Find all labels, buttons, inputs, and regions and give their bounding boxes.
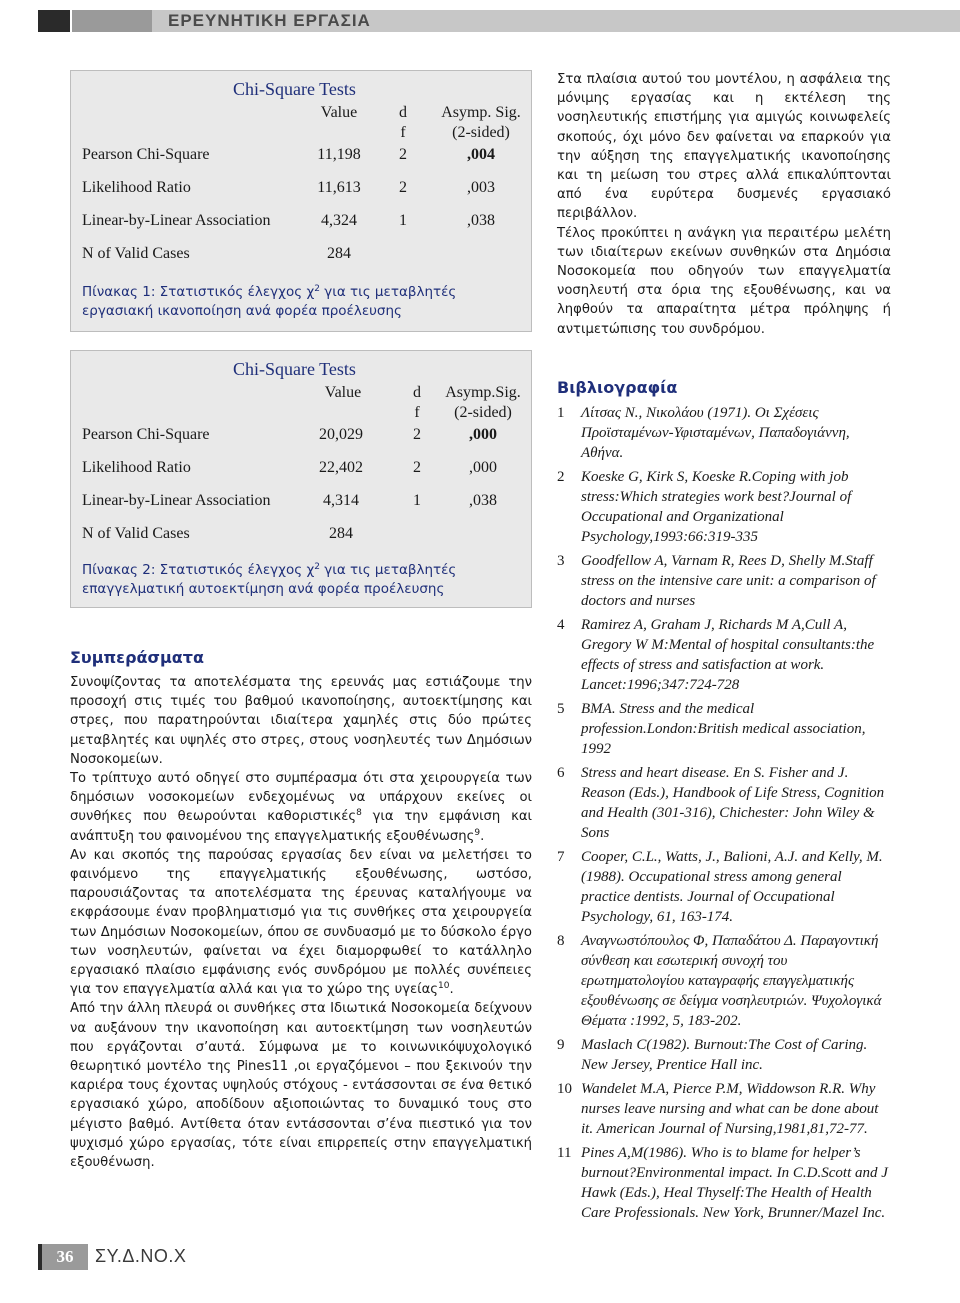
row-label: Pearson Chi-Square (82, 146, 210, 163)
header-dark-block (38, 10, 70, 32)
bibliography-section (557, 378, 892, 1227)
reference-item (557, 403, 892, 463)
bibliography-title: Βιβλιογραφία (557, 378, 678, 397)
row-label: Linear-by-Linear Association (82, 492, 271, 509)
row-df: 1 (413, 492, 421, 509)
chi-square-table-1 (70, 70, 532, 332)
caption-text: για τις μεταβλητές (319, 562, 457, 578)
reference-text: Λίτσας Ν., Νικολάου (1971). Οι Σχέσεις Προϊσταμένων-Υφισταμένων, Παπαδογιάννη, Αθήνα. (581, 405, 850, 461)
table-title: Chi-Square Tests (233, 79, 356, 99)
reference-text: Maslach C(1982). Burnout:The Cost of Caring. New Jersey, Prentice Hall inc. (581, 1037, 868, 1073)
caption-sup: 2 (314, 284, 320, 294)
row-value: 11,198 (317, 146, 361, 163)
reference-text: Goodfellow A, Varnam R, Rees D, Shelly M.Staff stress on the intensive care unit: a comparison of doctors and nurses (581, 553, 876, 609)
row-df: 2 (399, 179, 407, 196)
row-sig: ,000 (469, 459, 497, 476)
row-value: 20,029 (319, 426, 363, 443)
caption-text: Πίνακας 1: Στατιστικός έλεγχος χ (82, 284, 315, 300)
paragraph-text: . (480, 828, 485, 844)
paragraph: Τέλος προκύπτει η ανάγκη για περαιτέρω μελέτη των ιδιαίτερων εκείνων συνθηκών στα Δημόσια Νοσοκομεία που οδηγούν των επαγγελματία νοσηλευτή στα όρια της εξουθένωσης, και να ληφθούν τα απαραίτητα μέτρα πρόληψης ή αντιμετώπισης του συνδρόμου. (557, 225, 891, 337)
reference-text: Cooper, C.L., Watts, J., Balioni, A.J. and Kelly, M. (1988). Occupational stress among general practice dentists. Journal of Occupational Psychology, 61, 163-174. (581, 849, 883, 925)
section-header-title: ΕΡΕΥΝΗΤΙΚΗ ΕΡΓΑΣΙΑ (168, 11, 371, 30)
row-sig: ,000 (469, 426, 497, 443)
row-value: 284 (329, 525, 353, 542)
paragraph: Στα πλαίσια αυτού του μοντέλου, η ασφάλεια της μόνιμης εργασίας και η εκτέλεση της νοσηλευτικής επιστήμης για αμιγώς κοινωφελείς σκοπούς, όχι μόνο δεν φαίνεται να επαρκούν για την αύξηση της επαγγελματικής ικανοποίησης και τη μείωση του στρες αλλά επικαλύπτονται από ένα ευρύτερα δυσμενές εργασιακό περιβάλλον. (557, 72, 891, 222)
reference-text: Stress and heart disease. En S. Fisher and J. Reason (Eds.), Handbook of Life Stress, Cognition and Health (301-316), Chichester: John Wiley & Sons (581, 765, 885, 841)
caption-text: Πίνακας 2: Στατιστικός έλεγχος χ (82, 562, 315, 578)
paragraph: Από την άλλη πλευρά οι συνθήκες στα Ιδιωτικά Νοσοκομεία δείχνουν να αυξάνουν την ικανοποίηση και αυτοεκτίμηση των νοσηλευτών που εργάζονται σ’αυτά. Σύμφωνα με το κοινωνικόψυχολογικό θεωρητικό μοντέλο της Pines11 ,οι εργαζόμενοι – που ξεκινούν την καριέρα τους έχοντας υψηλούς στόχους - εντάσσονται σε ένα θετικό εργασιακό χώρο, αποδίδουν αξιοποιώντας το δυναμικό τους στο μέγιστο βαθμό. Αντίθετα όταν εντάσσονται σ’ένα πιεστικό για τον ψυχισμό χώρο εργασίας, τότε είναι επιρρεπείς στην επαγγελματική εξουθένωση. (70, 1001, 532, 1171)
paragraph-text: Αν και σκοπός της παρούσας εργασίας δεν είναι να μελετήσει το φαινόμενο της επαγγελματικής εξουθένωσης, ωστόσο, παρουσιάζοντας τα αποτελέσματα της έρευνας καταλήγουμε να εκφράσουμε έναν προβληματισμό για τις συνθήκες στα χειρουργεία των Δημόσιων Νοσοκομείων, όπου σε συνδυασμό με το δύσκολο έργο των νοσηλευτών, φαίνεται να έχει διαμορφωθεί το κατάλληλο εργασιακό πλαίσιο εμφάνισης ενός συνδρόμου με πολλές συνέπειες για τον επαγγελματία αλλά και για το χώρο της υγείας (70, 847, 532, 998)
col-header-df-d: d (399, 104, 407, 121)
row-value: 11,613 (317, 179, 361, 196)
col-header-df-d: d (413, 384, 421, 401)
reference-text: Αναγνωστόπουλος Φ, Παπαδάτου Δ. Παραγοντική σύνθεση και εσωτερική συνοχή του ερωτηματολογίου καταγραφής επαγγελματικής εξουθένωσης σε δείγμα νοσηλευτριών. Ψυχολογικά Θέματα :1992, 5, 183-202. (581, 933, 882, 1029)
intro-text (557, 70, 891, 339)
row-value: 22,402 (319, 459, 363, 476)
paragraph (70, 846, 532, 1000)
col-header-df-f: f (400, 124, 406, 141)
row-value: 4,314 (323, 492, 359, 509)
row-sig: ,038 (467, 212, 495, 229)
reference-item (557, 467, 892, 547)
row-sig: ,003 (467, 179, 495, 196)
col-header-sig-sided: (2-sided) (454, 404, 512, 421)
col-header-sig-sided: (2-sided) (452, 124, 510, 141)
caption-text: επαγγελματική αυτοεκτίμηση ανά φορέα προέλευσης (82, 581, 445, 597)
reference-number: 4 (557, 617, 565, 633)
table-title: Chi-Square Tests (233, 359, 356, 379)
reference-number: 11 (557, 1145, 572, 1161)
caption-sup: 2 (314, 562, 320, 572)
conclusions-section (70, 648, 532, 1172)
row-df: 2 (413, 426, 421, 443)
paragraph-text: . (449, 982, 454, 998)
reference-item (557, 615, 892, 695)
reference-number: 6 (557, 765, 565, 781)
reference-text: Pines A,M(1986). Who is to blame for helper’s burnout?Environmental impact. In C.D.Scott and J Hawk (Eds.), Heal Thyself:The Health of Health Care Professionals. New York, Brunner/Mazel Inc. (581, 1145, 888, 1221)
paragraph: Συνοψίζοντας τα αποτελέσματα της ερευνάς μας εστιάζουμε την προσοχή στις τιμές του βαθμού ικανοποίησης, αυτοεκτίμησης και στρες, που παρατηρούνται ιδιαίτερα χαμηλές στις δύο πρώτες μεταβλητές και υψηλές στο στρες, στους νοσηλευτές των Δημόσιων Νοσοκομείων. (70, 675, 532, 767)
col-header-sig: Asymp.Sig. (445, 384, 521, 401)
row-label: N of Valid Cases (82, 245, 190, 262)
reference-number: 10 (557, 1081, 572, 1097)
citation-sup: 10 (438, 981, 450, 992)
reference-text: BMA. Stress and the medical profession.London:British medical association, 1992 (581, 701, 866, 757)
reference-text: Koeske G, Kirk S, Koeske R.Coping with job stress:Which strategies work best?Journal of Occupational and Organizational Psychology,1993:66:319-335 (581, 469, 852, 545)
reference-number: 3 (557, 553, 565, 569)
row-label: Likelihood Ratio (82, 459, 191, 476)
reference-number: 9 (557, 1037, 565, 1053)
reference-item (557, 763, 892, 843)
row-df: 2 (399, 146, 407, 163)
paragraph (70, 769, 532, 846)
col-header-df-f: f (414, 404, 420, 421)
row-label: Likelihood Ratio (82, 179, 191, 196)
row-label: Linear-by-Linear Association (82, 212, 271, 229)
row-value: 4,324 (321, 212, 357, 229)
reference-item (557, 847, 892, 927)
row-label: N of Valid Cases (82, 525, 190, 542)
header-grey-block (72, 10, 152, 32)
reference-item (557, 699, 892, 759)
reference-number: 5 (557, 701, 565, 717)
reference-text: Ramirez A, Graham J, Richards M A,Cull A, Gregory W M:Mental of hospital consultants:the effects of stress and satisfaction at work. Lancet:1996;347:724-728 (581, 617, 875, 693)
paragraph-text: για την εμφάνιση και ανάπτυξη του φαινομένου της επαγγελματικής εξουθένωσης (70, 809, 532, 844)
reference-text: Wandelet M.A, Pierce P.M, Widdowson R.R. Why nurses leave nursing and what can be done about it. American Journal of Nursing,1981,81,72-77. (581, 1081, 879, 1137)
row-label: Pearson Chi-Square (82, 426, 210, 443)
reference-item (557, 1035, 892, 1075)
row-df: 2 (413, 459, 421, 476)
table-caption (82, 561, 522, 599)
citation-sup: 8 (356, 808, 362, 819)
row-sig: ,038 (469, 492, 497, 509)
reference-item (557, 551, 892, 611)
reference-number: 2 (557, 469, 565, 485)
reference-number: 8 (557, 933, 565, 949)
reference-number: 1 (557, 405, 565, 421)
row-sig: ,004 (467, 146, 495, 163)
citation-sup: 9 (474, 827, 481, 838)
row-value: 284 (327, 245, 351, 262)
caption-text: εργασιακή ικανοποίηση ανά φορέα προέλευσης (82, 303, 402, 319)
journal-name: ΣΥ.Δ.ΝΟ.Χ (95, 1246, 187, 1266)
reference-item (557, 931, 892, 1031)
row-df: 1 (399, 212, 407, 229)
conclusions-title: Συμπεράσματα (70, 648, 204, 667)
col-header-value: Value (324, 384, 362, 401)
reference-number: 7 (557, 849, 565, 865)
reference-list (557, 403, 892, 1223)
page-number: 36 (38, 1244, 88, 1270)
paragraph-text: Το τρίπτυχο αυτό οδηγεί στο συμπέρασμα ότι στα χειρουργεία των δημόσιων νοσοκομείων ενδεχομένως να υπάρχουν εκείνες οι συνθήκες που θεωρούνται καθοριστικές (70, 771, 532, 825)
col-header-sig: Asymp. Sig. (441, 104, 521, 121)
reference-item (557, 1079, 892, 1139)
caption-text: για τις μεταβλητές (319, 284, 457, 300)
chi-square-table-2 (70, 350, 532, 608)
col-header-value: Value (320, 104, 358, 121)
table-caption (82, 283, 522, 321)
reference-item (557, 1143, 892, 1223)
